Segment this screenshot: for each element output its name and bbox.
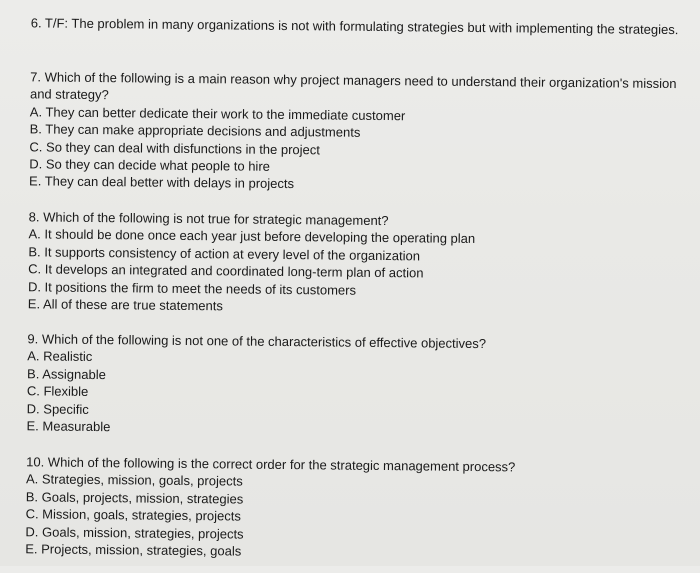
question-6-stem: 6. T/F: The problem in many organizations is not with formulating strategies but with implementing the strategies.: [30, 15, 679, 38]
question-7-option-a: A. They can better dedicate their work to the immediate customer: [29, 104, 406, 124]
question-7-stem: 7. Which of the following is a main reason why project managers need to understand their organization's mission and strategy?: [29, 69, 677, 103]
question-6: [31, 14, 691, 38]
question-7-option-c: C. So they can deal with disfunctions in the project: [29, 138, 321, 157]
question-10-option-b: B. Goals, projects, mission, strategies: [25, 489, 244, 507]
question-9-option-c: C. Flexible: [26, 383, 89, 400]
question-10-option-c: C. Mission, goals, strategies, projects: [25, 506, 241, 524]
question-8-stem: 8. Which of the following is not true for strategic management?: [28, 209, 389, 229]
question-9-stem: 9. Which of the following is not one of the characteristics of effective objectives?: [27, 331, 487, 352]
question-8-option-c: C. It develops an integrated and coordinated long-term plan of action: [28, 261, 424, 281]
question-8-option-b: B. It supports consistency of action at every level of the organization: [28, 244, 421, 264]
question-7-option-b: B. They can make appropriate decisions and adjustments: [29, 121, 361, 140]
question-8-option-d: D. It positions the firm to meet the needs of its customers: [27, 278, 357, 298]
question-9: [26, 330, 687, 441]
question-10-option-a: A. Strategies, mission, goals, projects: [25, 471, 243, 489]
question-8-option-e: E. All of these are true statements: [27, 296, 223, 314]
question-9-option-d: D. Specific: [26, 400, 89, 417]
question-10-stem: 10. Which of the following is the correct order for the strategic management process?: [26, 454, 516, 475]
question-7: [29, 68, 690, 197]
question-8-option-a: A. It should be done once each year just before developing the operating plan: [28, 226, 476, 247]
question-9-option-a: A. Realistic: [27, 348, 93, 365]
question-9-option-e: E. Measurable: [26, 418, 111, 435]
question-7-option-e: E. They can deal better with delays in projects: [29, 173, 295, 192]
question-9-option-b: B. Assignable: [27, 366, 106, 382]
question-8: [28, 208, 689, 319]
question-7-option-d: D. So they can decide what people to hire: [29, 156, 271, 174]
question-10-option-e: E. Projects, mission, strategies, goals: [25, 541, 242, 559]
question-10: [25, 453, 686, 564]
question-10-option-d: D. Goals, mission, strategies, projects: [25, 523, 244, 542]
